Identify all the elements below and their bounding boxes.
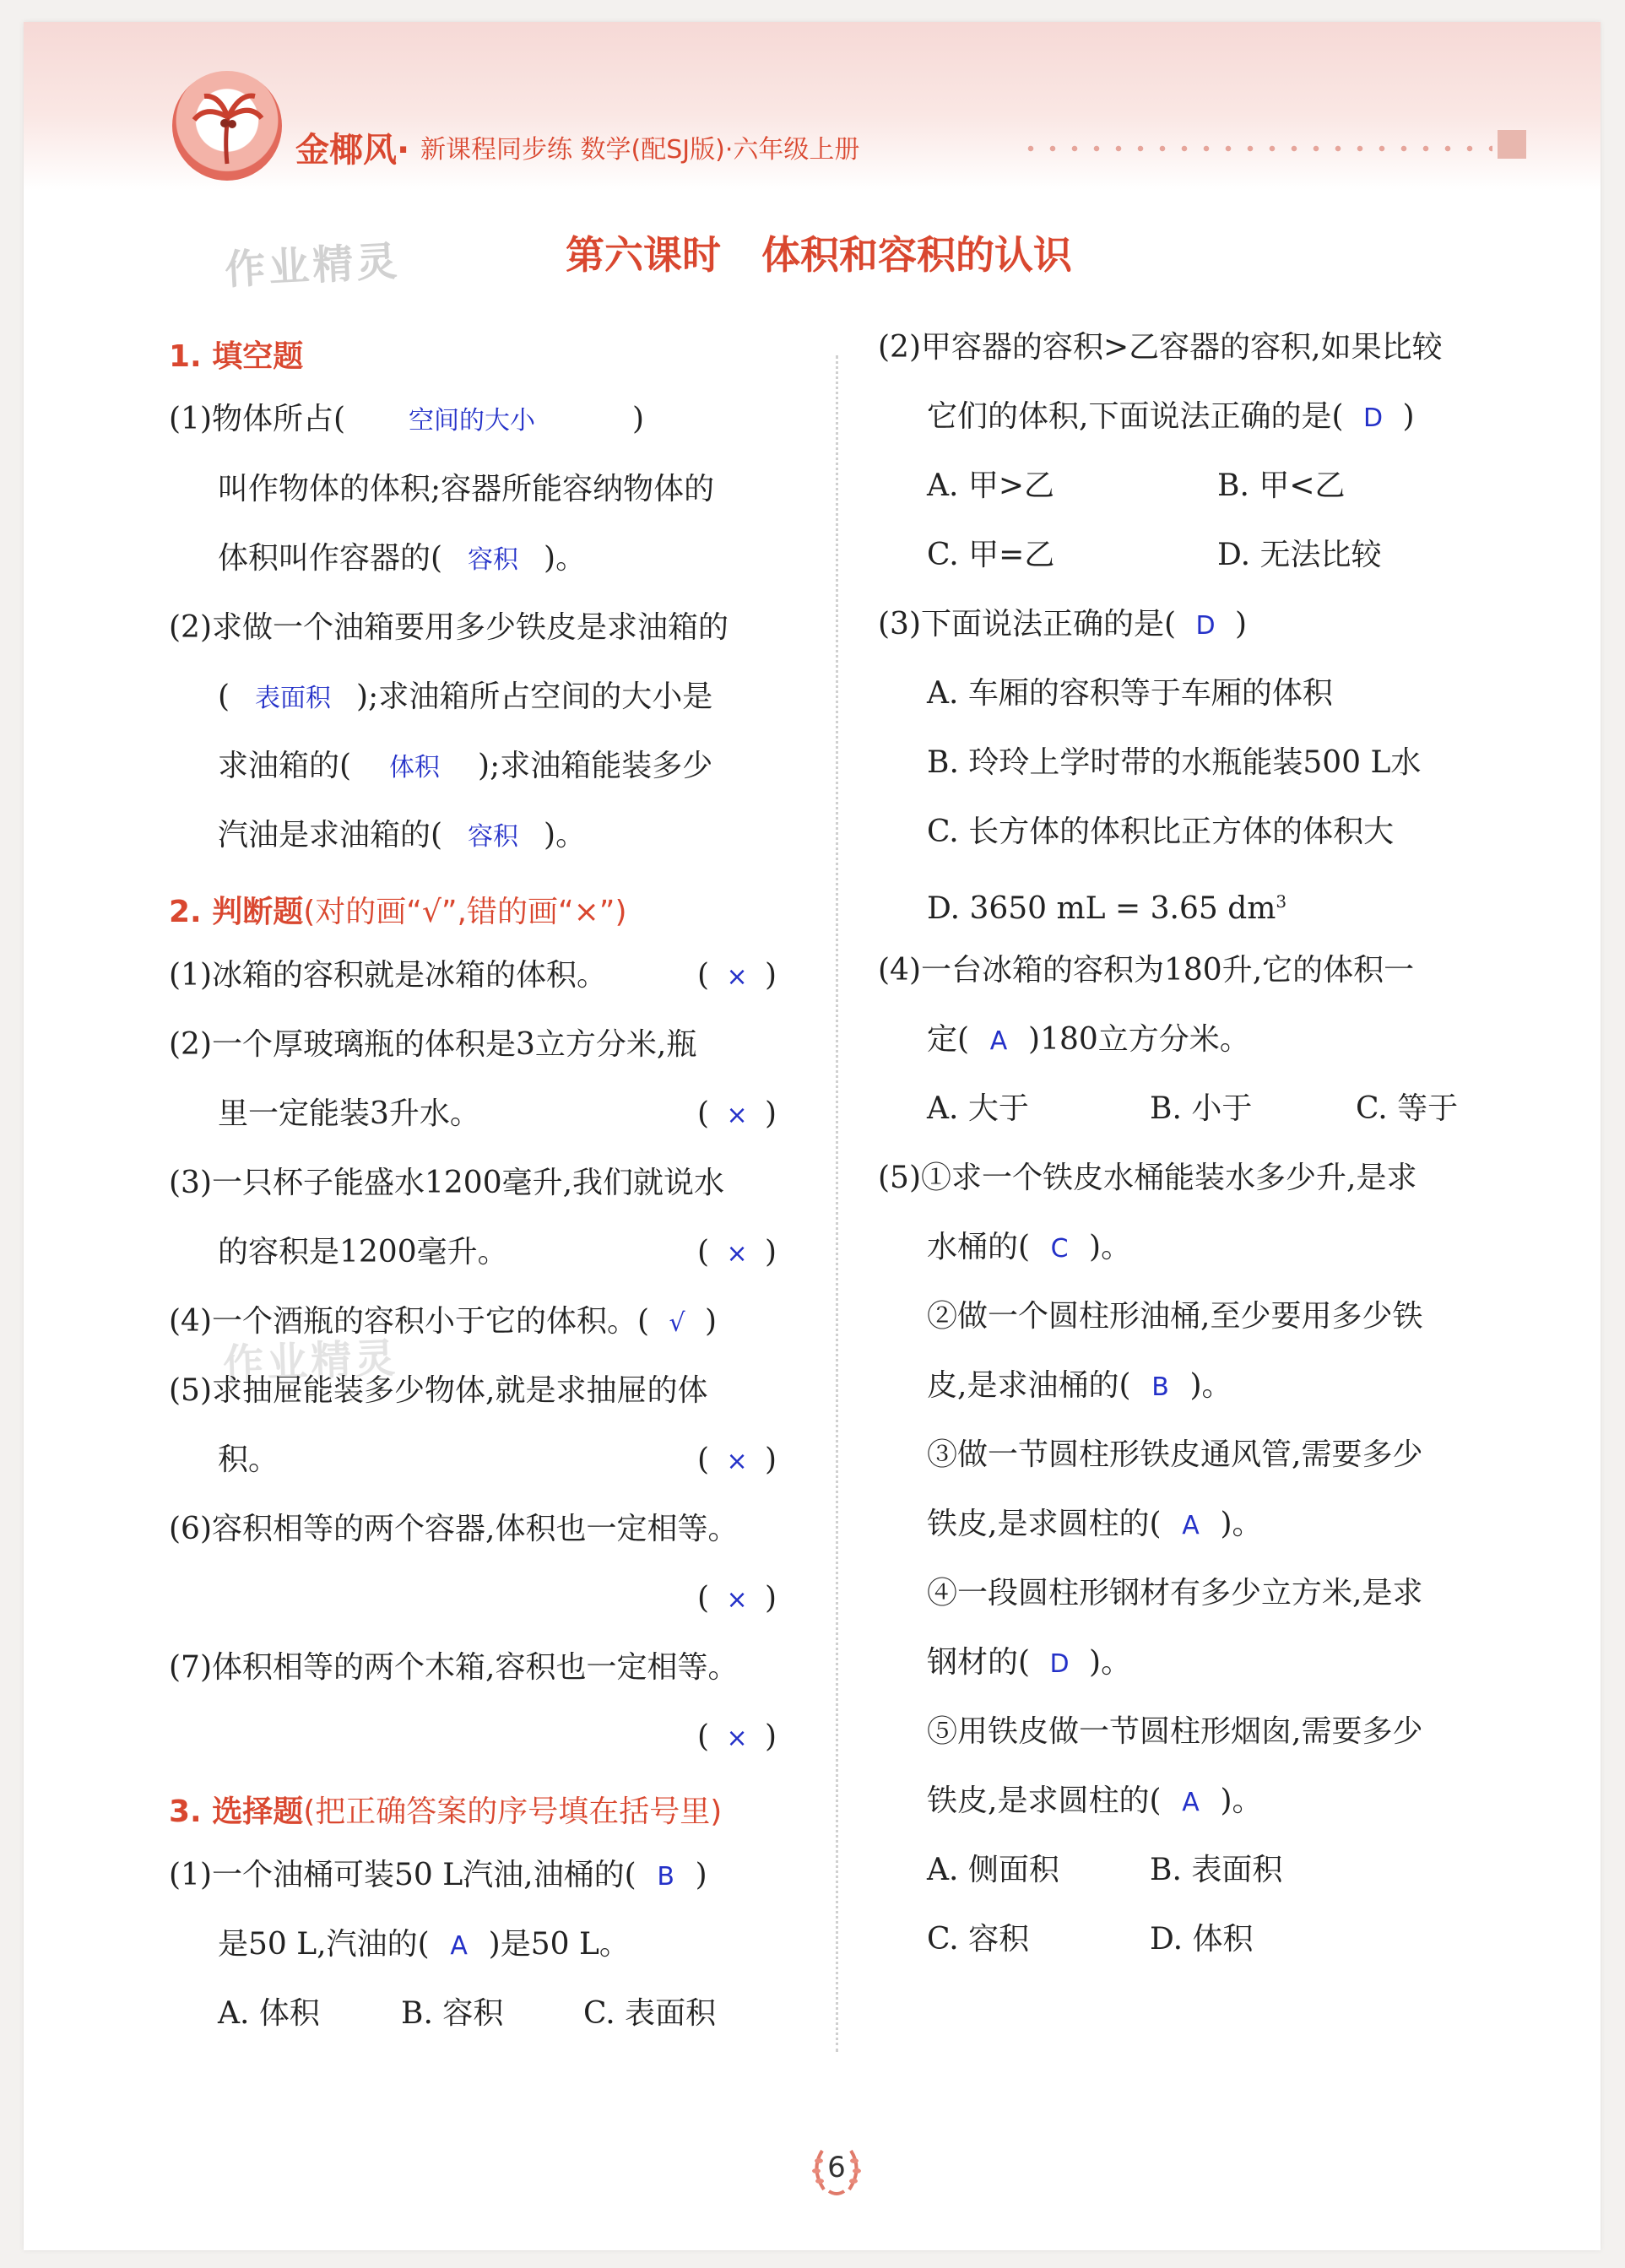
choice-q2-option-c: C. 甲=乙 — [927, 538, 1055, 572]
judge-q7-answer: ( × ) — [697, 1719, 777, 1754]
choice-q4-option-c: C. 等于 — [1356, 1091, 1459, 1126]
choice-q5-1-line2: 水桶的( C )。 — [927, 1230, 1132, 1264]
judge-q2-line2: 里一定能装3升水。 — [218, 1096, 480, 1131]
judge-q5-answer: ( × ) — [697, 1443, 777, 1477]
choice-q5-4-line1: ④一段圆柱形钢材有多少立方米,是求 — [927, 1576, 1423, 1610]
choice-q4-line1: (4)一台冰箱的容积为180升,它的体积一 — [878, 953, 1415, 988]
judge-q6: (6)容积相等的两个容器,体积也一定相等。 — [169, 1512, 739, 1546]
choice-q2-option-d: D. 无法比较 — [1217, 538, 1382, 572]
choice-q5-option-a: A. 侧面积 — [927, 1853, 1059, 1887]
column-divider — [836, 355, 838, 2052]
section-judge-title: 2. 判断题(对的画“√”,错的画“×”) — [169, 895, 627, 929]
choice-q1-line1: (1)一个油桶可装50 L汽油,油桶的( B ) — [169, 1858, 707, 1892]
choice-q5-option-b: B. 表面积 — [1150, 1853, 1283, 1887]
choice-q5-2-line1: ②做一个圆柱形油桶,至少要用多少铁 — [927, 1299, 1423, 1334]
choice-q5-5-line2: 铁皮,是求圆柱的( A )。 — [927, 1784, 1263, 1818]
judge-q3-answer: ( × ) — [697, 1235, 777, 1269]
judge-q5-line2: 积。 — [218, 1443, 279, 1477]
choice-q5-2-line2: 皮,是求油桶的( B )。 — [927, 1368, 1232, 1403]
judge-q1: (1)冰箱的容积就是冰箱的体积。 — [169, 958, 607, 993]
choice-q5-4-line2: 钢材的( D )。 — [927, 1645, 1132, 1680]
judge-q7: (7)体积相等的两个木箱,容积也一定相等。 — [169, 1650, 739, 1685]
choice-q5-option-d: D. 体积 — [1150, 1922, 1254, 1957]
choice-q3-line1: (3)下面说法正确的是( D ) — [878, 607, 1248, 641]
choice-q2-option-b: B. 甲<乙 — [1217, 468, 1346, 503]
judge-q2-answer: ( × ) — [697, 1096, 777, 1131]
choice-q5-option-c: C. 容积 — [927, 1922, 1030, 1957]
page-number — [807, 2141, 866, 2200]
lesson-title: 第六课时 体积和容积的认识 — [566, 232, 1073, 278]
judge-q3-line2: 的容积是1200毫升。 — [218, 1235, 508, 1269]
fill-q2-line3: 求油箱的( 体积 );求油箱能装多少 — [218, 746, 712, 788]
choice-q3-option-a: A. 车厢的容积等于车厢的体积 — [927, 676, 1333, 711]
choice-q4-option-a: A. 大于 — [927, 1091, 1029, 1126]
choice-q1-option-b: B. 容积 — [401, 1996, 504, 2031]
brand-name: 金椰风· — [295, 131, 410, 170]
choice-q2-option-a: A. 甲>乙 — [927, 468, 1055, 503]
answer: 容积 — [468, 545, 519, 575]
choice-q5-5-line1: ⑤用铁皮做一节圆柱形烟囱,需要多少 — [927, 1714, 1423, 1749]
fill-q1-line1: (1)物体所占( 空间的大小 ) — [169, 399, 644, 441]
choice-q4-line2: 定( A )180立方分米。 — [927, 1022, 1250, 1057]
choice-q3-option-d: D. 3650 mL = 3.65 $dm^3$ — [927, 891, 1287, 926]
choice-q2-line2: 它们的体积,下面说法正确的是( D ) — [927, 399, 1415, 434]
fill-q1-line2: 叫作物体的体积;容器所能容纳物体的 — [218, 472, 715, 506]
fill-q2-line2: ( 表面积 );求油箱所占空间的大小是 — [218, 677, 712, 719]
series-title: 新课程同步练 数学(配SJ版)·六年级上册 — [420, 135, 860, 165]
judge-q4: (4)一个酒瓶的容积小于它的体积。( √ ) — [169, 1304, 718, 1339]
answer: 空间的大小 — [409, 406, 536, 436]
section-fill-in-title: 1. 填空题 — [169, 339, 304, 374]
page-number-text: 6 — [827, 2151, 846, 2184]
answer: 容积 — [468, 822, 519, 852]
choice-q3-option-c: C. 长方体的体积比正方体的体积大 — [927, 815, 1395, 849]
header-corner-mark — [1498, 130, 1526, 159]
choice-q2-line1: (2)甲容器的容积>乙容器的容积,如果比较 — [878, 330, 1443, 365]
choice-q1-option-a: A. 体积 — [218, 1996, 320, 2031]
choice-q1-option-c: C. 表面积 — [583, 1996, 717, 2031]
judge-q3-line1: (3)一只杯子能盛水1200毫升,我们就说水 — [169, 1166, 725, 1200]
choice-q4-option-b: B. 小于 — [1150, 1091, 1253, 1126]
fill-q2-line1: (2)求做一个油箱要用多少铁皮是求油箱的 — [169, 610, 729, 645]
answer: 体积 — [389, 753, 441, 782]
fill-q1-line3: 体积叫作容器的( 容积 )。 — [218, 539, 586, 581]
section-choice-title: 3. 选择题(把正确答案的序号填在括号里) — [169, 1794, 723, 1829]
answer: 表面积 — [255, 684, 332, 713]
choice-q5-3-line2: 铁皮,是求圆柱的( A )。 — [927, 1507, 1263, 1541]
judge-q6-answer: ( × ) — [697, 1581, 777, 1616]
choice-q1-line2: 是50 L,汽油的( A )是50 L。 — [218, 1927, 630, 1962]
fill-q2-line4: 汽油是求油箱的( 容积 )。 — [218, 815, 586, 858]
judge-q5-line1: (5)求抽屉能装多少物体,就是求抽屉的体 — [169, 1373, 708, 1408]
judge-q2-line1: (2)一个厚玻璃瓶的体积是3立方分米,瓶 — [169, 1027, 697, 1062]
watermark: 作业精灵 — [223, 237, 402, 295]
workbook-page — [24, 22, 1601, 2250]
judge-q1-answer: ( × ) — [697, 958, 777, 993]
choice-q5-1-line1: (5)①求一个铁皮水桶能装水多少升,是求 — [878, 1161, 1417, 1195]
choice-q3-option-b: B. 玲玲上学时带的水瓶能装500 L水 — [927, 745, 1422, 780]
palm-tree-logo-icon — [172, 71, 282, 181]
header-dots — [1020, 145, 1492, 152]
choice-q5-3-line1: ③做一节圆柱形铁皮通风管,需要多少 — [927, 1437, 1423, 1472]
watermark: 作业精灵 — [222, 1334, 400, 1388]
